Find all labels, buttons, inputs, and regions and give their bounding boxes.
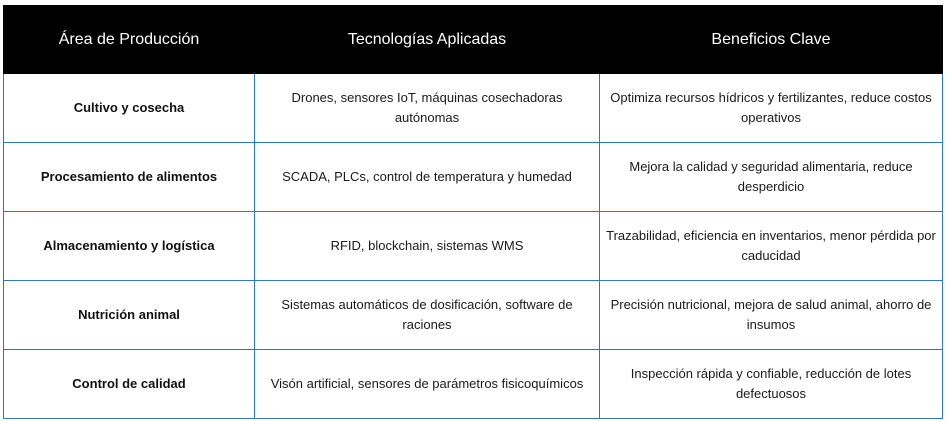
cell-area: Control de calidad — [4, 350, 255, 419]
header-tecnologias: Tecnologías Aplicadas — [255, 6, 600, 74]
table-body — [4, 74, 943, 419]
table-row — [4, 350, 943, 419]
production-technology-table — [3, 5, 943, 419]
header-area: Área de Producción — [4, 6, 255, 74]
table-header — [4, 6, 943, 74]
cell-area: Almacenamiento y logística — [4, 212, 255, 281]
cell-beneficios: Optimiza recursos hídricos y fertilizantes, reduce costos operativos — [600, 74, 943, 143]
cell-area: Nutrición animal — [4, 281, 255, 350]
table-row — [4, 212, 943, 281]
cell-area: Cultivo y cosecha — [4, 74, 255, 143]
cell-tecnologias: Visón artificial, sensores de parámetros fisicoquímicos — [255, 350, 600, 419]
cell-tecnologias: Drones, sensores IoT, máquinas cosechadoras autónomas — [255, 74, 600, 143]
table-row — [4, 74, 943, 143]
cell-tecnologias: RFID, blockchain, sistemas WMS — [255, 212, 600, 281]
cell-beneficios: Inspección rápida y confiable, reducción de lotes defectuosos — [600, 350, 943, 419]
production-table-container — [3, 5, 942, 419]
cell-beneficios: Mejora la calidad y seguridad alimentaria, reduce desperdicio — [600, 143, 943, 212]
cell-beneficios: Precisión nutricional, mejora de salud animal, ahorro de insumos — [600, 281, 943, 350]
cell-area: Procesamiento de alimentos — [4, 143, 255, 212]
table-row — [4, 143, 943, 212]
header-row — [4, 6, 943, 74]
table-row — [4, 281, 943, 350]
cell-beneficios: Trazabilidad, eficiencia en inventarios, menor pérdida por caducidad — [600, 212, 943, 281]
cell-tecnologias: SCADA, PLCs, control de temperatura y humedad — [255, 143, 600, 212]
cell-tecnologias: Sistemas automáticos de dosificación, software de raciones — [255, 281, 600, 350]
header-beneficios: Beneficios Clave — [600, 6, 943, 74]
